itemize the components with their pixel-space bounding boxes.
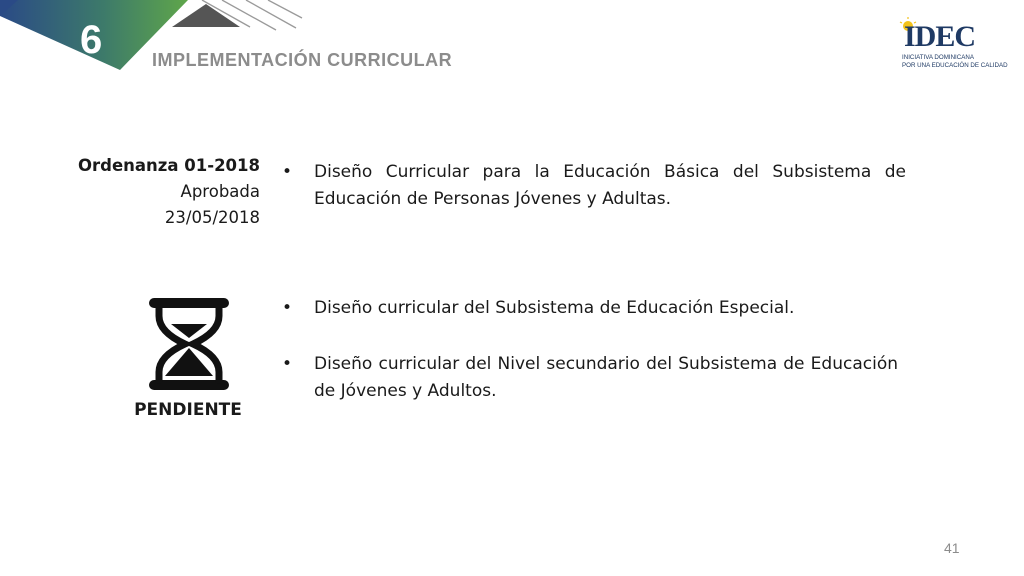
list-item-text: Diseño curricular del Nivel secundario del Subsistema de Educación de Jóvenes y Adultos. bbox=[314, 354, 898, 401]
ordenanza-title: Ordenanza 01-2018 bbox=[77, 156, 260, 175]
list-item bbox=[282, 159, 906, 213]
list-item-text: Diseño Curricular para la Educación Básica del Subsistema de Educación de Personas Jóvenes y Adultas. bbox=[314, 162, 906, 209]
bullet-marker: • bbox=[282, 162, 293, 182]
bullet-marker: • bbox=[282, 354, 293, 374]
idec-logo bbox=[890, 16, 1010, 76]
section-title: IMPLEMENTACIÓN CURRICULAR bbox=[152, 50, 453, 70]
page-number: 41 bbox=[944, 540, 960, 556]
pending-item bbox=[282, 351, 898, 405]
list-item bbox=[282, 295, 906, 322]
ordenanza-block bbox=[78, 153, 260, 231]
list-item-text: Diseño curricular del Subsistema de Educación Especial. bbox=[314, 298, 795, 318]
hourglass-icon bbox=[147, 296, 231, 392]
logo-subtitle-line1: INICIATIVA DOMINICANA bbox=[902, 54, 974, 61]
ordenanza-date: 23/05/2018 bbox=[164, 208, 260, 227]
list-item bbox=[282, 351, 898, 405]
logo-wordmark: IDEC bbox=[904, 20, 976, 53]
section-number: 6 bbox=[80, 18, 103, 62]
logo-subtitle-line2: POR UNA EDUCACIÓN DE CALIDAD bbox=[902, 62, 1008, 69]
bullet-marker: • bbox=[282, 298, 293, 318]
pending-item bbox=[282, 295, 906, 322]
approved-item bbox=[282, 159, 906, 213]
pending-label: PENDIENTE bbox=[134, 400, 242, 420]
ordenanza-status: Aprobada bbox=[180, 182, 260, 201]
